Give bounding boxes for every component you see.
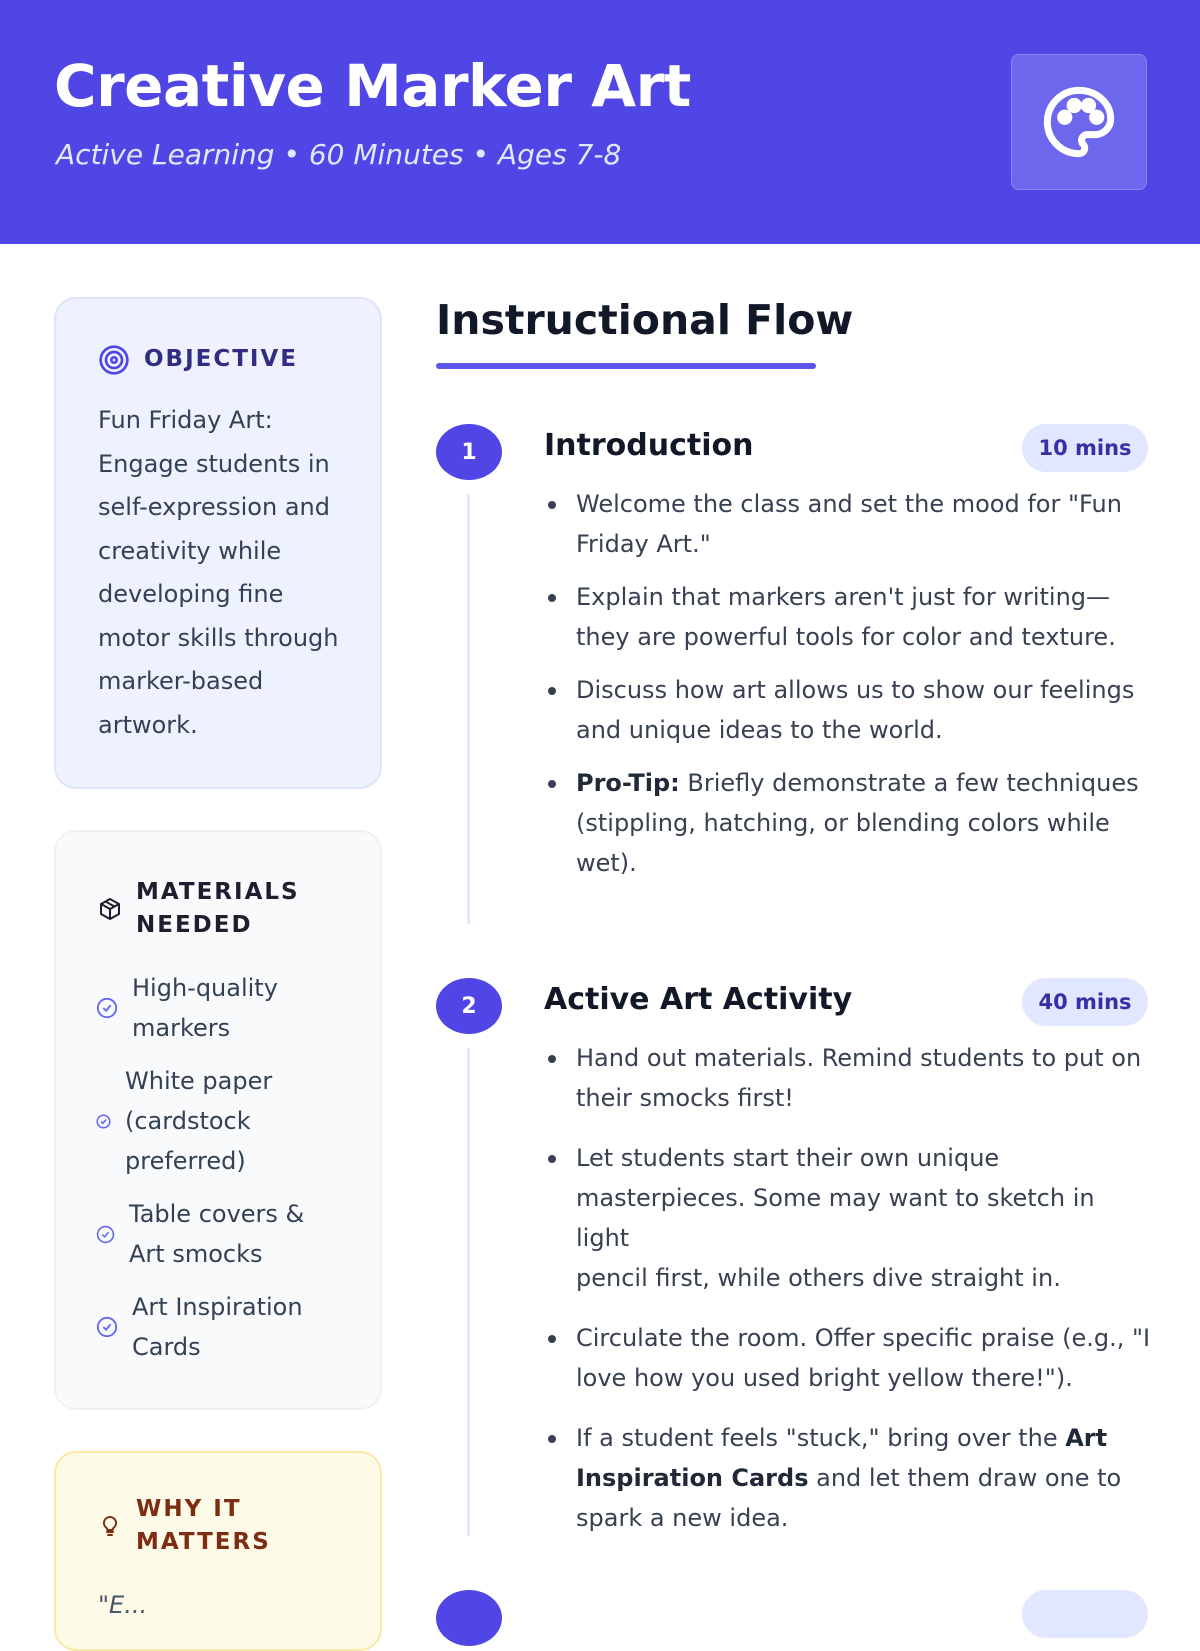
- lightbulb-icon: [98, 1511, 122, 1541]
- step-number: [436, 1590, 502, 1646]
- list-item: Pro-Tip: Briefly demonstrate a few techniques (stippling, hatching, or blending colors while wet).: [548, 763, 1154, 883]
- duration-badge: 10 mins: [1022, 424, 1148, 472]
- objective-heading: [98, 343, 298, 376]
- why-heading: [98, 1493, 271, 1559]
- objective-text: Fun Friday Art: Engage students in self-expression and creativity while developing fine motor skills through marker-based artwork.: [98, 406, 339, 739]
- why-it-matters-card: [54, 1451, 382, 1651]
- list-item: Welcome the class and set the mood for "Fun Friday Art.": [548, 484, 1154, 564]
- check-circle-icon: [96, 1225, 115, 1244]
- package-icon: [98, 897, 122, 921]
- list-item: High-quality markers: [96, 968, 366, 1048]
- materials-card: [54, 830, 382, 1410]
- section-underline: [436, 363, 816, 369]
- list-item: Explain that markers aren't just for writing— they are powerful tools for color and texture.: [548, 577, 1154, 657]
- materials-heading: [98, 876, 300, 942]
- check-circle-icon: [96, 1114, 111, 1129]
- list-item: Table covers & Art smocks: [96, 1194, 366, 1274]
- section-title: Instructional Flow: [436, 296, 854, 344]
- step-bullets: [548, 484, 1154, 883]
- target-icon: [98, 344, 130, 376]
- check-circle-icon: [96, 1316, 118, 1338]
- list-item: Hand out materials. Remind students to put on their smocks first!: [548, 1038, 1154, 1118]
- palette-badge: [1011, 54, 1147, 190]
- step-title: Active Art Activity: [544, 982, 853, 1017]
- duration-badge: [1022, 1590, 1148, 1638]
- page-subtitle: Active Learning • 60 Minutes • Ages 7-8: [56, 138, 622, 171]
- list-item: If a student feels "stuck," bring over the Art Inspiration Cards and let them draw one to spark a new idea.: [548, 1418, 1154, 1538]
- objective-label: OBJECTIVE: [144, 346, 298, 372]
- palette-icon: [1041, 84, 1117, 160]
- step-bullets: [548, 1038, 1154, 1538]
- timeline-connector: [467, 1048, 470, 1536]
- check-circle-icon: [96, 997, 118, 1019]
- list-item: Art Inspiration Cards: [96, 1287, 366, 1367]
- why-text: "E...: [98, 1591, 148, 1619]
- step-title: Introduction: [544, 428, 754, 463]
- materials-list: [96, 968, 366, 1380]
- step-number: 1: [436, 424, 502, 480]
- duration-badge: 40 mins: [1022, 978, 1148, 1026]
- page-title: Creative Marker Art: [54, 52, 691, 120]
- list-item: White paper (cardstock preferred): [96, 1061, 366, 1181]
- list-item: Circulate the room. Offer specific praise (e.g., "I love how you used bright yellow there!").: [548, 1318, 1154, 1398]
- why-label: WHY IT MATTERS: [136, 1496, 271, 1555]
- materials-label: MATERIALS NEEDED: [136, 879, 300, 938]
- page-header: [0, 0, 1200, 244]
- step-number: 2: [436, 978, 502, 1034]
- objective-card: [54, 297, 382, 789]
- list-item: Let students start their own unique masterpieces. Some may want to sketch in light pencil first, while others dive straight in.: [548, 1138, 1154, 1298]
- list-item: Discuss how art allows us to show our feelings and unique ideas to the world.: [548, 670, 1154, 750]
- timeline-connector: [467, 494, 470, 924]
